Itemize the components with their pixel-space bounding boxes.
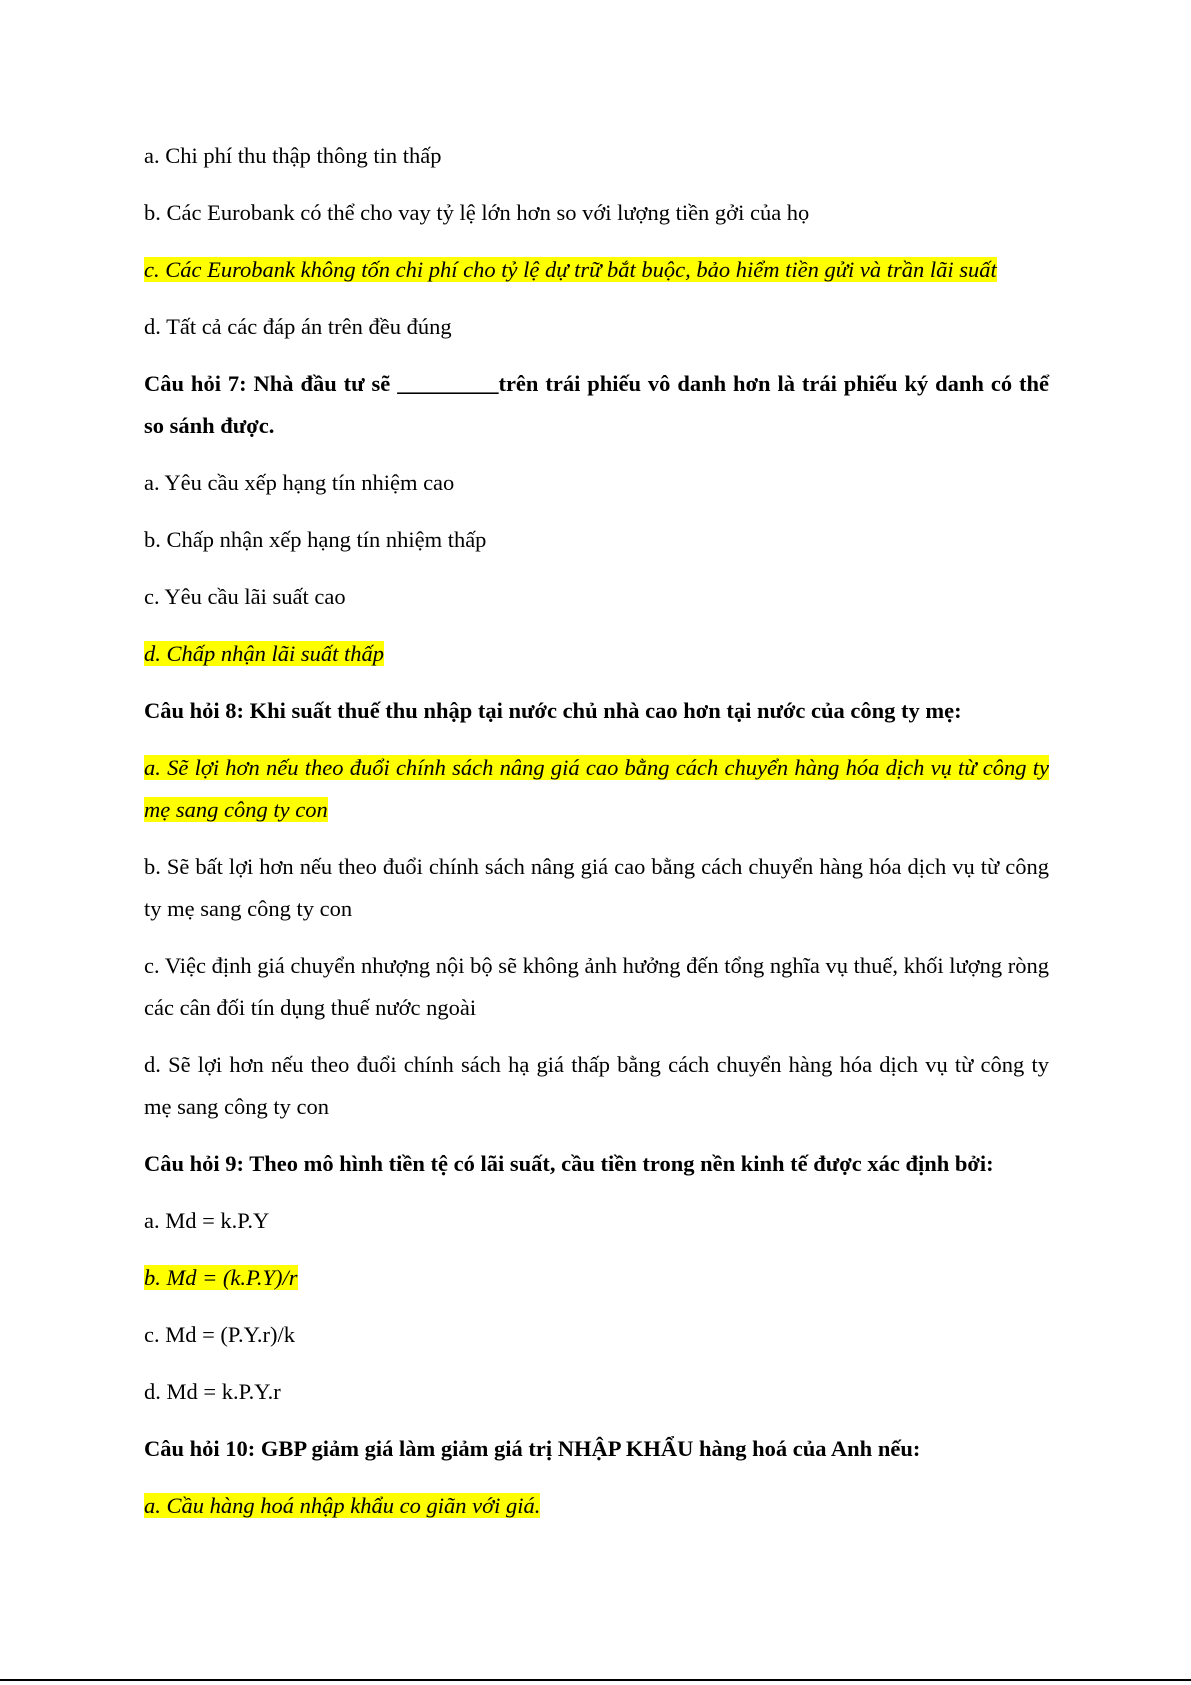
option-line bbox=[144, 1044, 1049, 1128]
option-text: b. Sẽ bất lợi hơn nếu theo đuổi chính sách nâng giá cao bằng cách chuyển hàng hóa dịch vụ từ công ty mẹ sang công ty con bbox=[144, 854, 1049, 921]
answer-line bbox=[144, 1485, 1049, 1527]
option-text: a. Chi phí thu thập thông tin thấp bbox=[144, 143, 442, 168]
highlighted-answer: d. Chấp nhận lãi suất thấp bbox=[144, 641, 385, 666]
option-text: b. Chấp nhận xếp hạng tín nhiệm thấp bbox=[144, 527, 487, 552]
option-line bbox=[144, 306, 1049, 348]
option-text: c. Yêu cầu lãi suất cao bbox=[144, 584, 346, 609]
option-line bbox=[144, 846, 1049, 930]
page-content bbox=[144, 135, 1049, 1542]
footer-divider bbox=[0, 1679, 1191, 1681]
option-line bbox=[144, 192, 1049, 234]
option-text: d. Tất cả các đáp án trên đều đúng bbox=[144, 314, 452, 339]
highlighted-answer: c. Các Eurobank không tốn chi phí cho tỷ lệ dự trữ bắt buộc, bảo hiểm tiền gửi và trần lãi suất bbox=[144, 257, 997, 282]
question-line bbox=[144, 1143, 1049, 1185]
question-text: Câu hỏi 10: GBP giảm giá làm giảm giá trị NHẬP KHẨU hàng hoá của Anh nếu: bbox=[144, 1436, 921, 1461]
question-text: Câu hỏi 7: Nhà đầu tư sẽ _________trên trái phiếu vô danh hơn là trái phiếu ký danh có thể so sánh được. bbox=[144, 371, 1049, 438]
option-line bbox=[144, 945, 1049, 1029]
highlighted-answer: a. Cầu hàng hoá nhập khẩu co giãn với giá. bbox=[144, 1493, 541, 1518]
question-text: Câu hỏi 8: Khi suất thuế thu nhập tại nước chủ nhà cao hơn tại nước của công ty mẹ: bbox=[144, 698, 962, 723]
answer-line bbox=[144, 633, 1049, 675]
option-text: c. Md = (P.Y.r)/k bbox=[144, 1322, 296, 1347]
option-line bbox=[144, 135, 1049, 177]
option-line bbox=[144, 576, 1049, 618]
question-line bbox=[144, 1428, 1049, 1470]
highlighted-answer: a. Sẽ lợi hơn nếu theo đuổi chính sách nâng giá cao bằng cách chuyển hàng hóa dịch vụ từ công ty mẹ sang công ty con bbox=[144, 755, 1049, 822]
option-line bbox=[144, 519, 1049, 561]
option-text: b. Các Eurobank có thể cho vay tỷ lệ lớn hơn so với lượng tiền gởi của họ bbox=[144, 200, 810, 225]
answer-line bbox=[144, 747, 1049, 831]
option-line bbox=[144, 1371, 1049, 1413]
option-text: d. Sẽ lợi hơn nếu theo đuổi chính sách hạ giá thấp bằng cách chuyển hàng hóa dịch vụ từ công ty mẹ sang công ty con bbox=[144, 1052, 1049, 1119]
option-line bbox=[144, 1314, 1049, 1356]
option-line bbox=[144, 462, 1049, 504]
option-text: c. Việc định giá chuyển nhượng nội bộ sẽ không ảnh hưởng đến tổng nghĩa vụ thuế, khối lượng ròng các cân đối tín dụng thuế nước ngoài bbox=[144, 953, 1049, 1020]
question-line bbox=[144, 363, 1049, 447]
option-text: a. Md = k.P.Y bbox=[144, 1208, 270, 1233]
question-text: Câu hỏi 9: Theo mô hình tiền tệ có lãi suất, cầu tiền trong nền kinh tế được xác định bởi: bbox=[144, 1151, 994, 1176]
question-line bbox=[144, 690, 1049, 732]
answer-line bbox=[144, 249, 1049, 291]
option-line bbox=[144, 1200, 1049, 1242]
option-text: d. Md = k.P.Y.r bbox=[144, 1379, 281, 1404]
highlighted-answer: b. Md = (k.P.Y)/r bbox=[144, 1265, 298, 1290]
option-text: a. Yêu cầu xếp hạng tín nhiệm cao bbox=[144, 470, 455, 495]
answer-line bbox=[144, 1257, 1049, 1299]
